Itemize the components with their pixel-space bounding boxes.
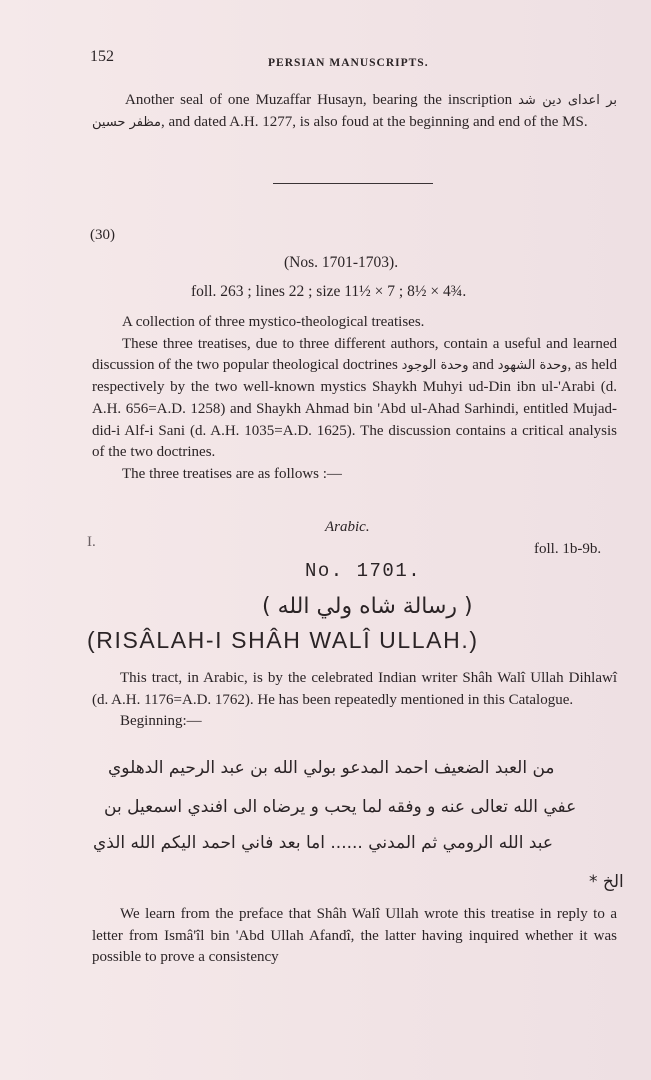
language-label: Arabic.: [325, 519, 370, 535]
description-3: The three treatises are as follows :—: [122, 465, 342, 482]
section-divider: [273, 183, 433, 184]
beginning-line-1: من العبد الضعيف احمد المدعو بولي الله بن عبد الرحيم الدهلوي: [108, 758, 555, 778]
beginning-label: Beginning:—: [120, 713, 202, 729]
item-text-1: This tract, in Arabic, is by the celebrated Indian writer Shâh Walî Ullah Dihlawî (d. A.H. 1176=A.D. 1762). He has been repeatedly mentioned in this Catalogue.: [92, 670, 617, 708]
item-text-2: We learn from the preface that Shâh Walî Ullah wrote this treatise in reply to a letter from Ismâ'îl bin 'Abd Ullah Afandî, the latter having inquired whether it was possible to prove a consistency: [92, 906, 617, 965]
preface-paragraph: [92, 904, 617, 969]
description-2b: , as held respectively by the two well-known mystics Shaykh Muhyi ud-Din ibn ul-'Arabi (d. A.H. 656=A.D. 1258) and Shaykh Ahmad bin 'Abd ul-Ahad Sarhindi, entitled Mujad-did-i Alf-i Sani (d. A.H. 1035=A.D. 1625). The discussion contains a critical analysis of the two doctrines.: [92, 357, 618, 461]
intro-line-2: , and dated A.H. 1277, is also foud at the beginning and end of the MS.: [160, 113, 588, 130]
beginning-line-3: عبد الله الرومي ثم المدني ...... اما بعد فاني احمد اليكم الله الذي: [93, 833, 554, 853]
doctrine-term-1: وحدة الوجود: [401, 358, 469, 374]
doctrine-term-2: وحدة الشهود: [497, 358, 568, 374]
entry-number: (30): [90, 227, 115, 243]
beginning-line-2: عفي الله تعالى عنه و وفقه لما يحب و يرضاه الى افندي اسمعيل بن: [104, 797, 577, 817]
item-number: No. 1701.: [305, 560, 422, 582]
intro-line-1: Another seal of one Muzaffar Husayn, bearing the inscription: [125, 92, 513, 108]
running-title: PERSIAN MANUSCRIPTS.: [268, 57, 429, 69]
description-2a: These three treatises, due to three different authors, contain a useful and learned discussion of the two popular theological doctrines: [92, 335, 617, 374]
description-1: A collection of three mystico-theological treatises.: [122, 314, 425, 330]
folio-info: foll. 263 ; lines 22 ; size 11½ × 7 ; 8½ × 4¾.: [191, 283, 467, 300]
arabic-title: ( رسالة شاه ولي الله ): [262, 594, 473, 619]
item-description: [92, 668, 617, 733]
entry-description: [92, 312, 617, 486]
intro-paragraph: [92, 90, 617, 133]
seal-inscription: بر اعدای دین شد مظفر حسین: [92, 93, 618, 130]
page-number: 152: [90, 48, 114, 65]
beginning-line-4: الخ *: [589, 872, 624, 892]
item-title: (RISÂLAH-I SHÂH WALÎ ULLAH.): [87, 627, 479, 653]
item-folios: foll. 1b-9b.: [534, 541, 602, 557]
and-word: and: [472, 357, 494, 374]
item-roman-numeral: I.: [87, 534, 96, 550]
manuscript-numbers: (Nos. 1701-1703).: [284, 254, 399, 271]
